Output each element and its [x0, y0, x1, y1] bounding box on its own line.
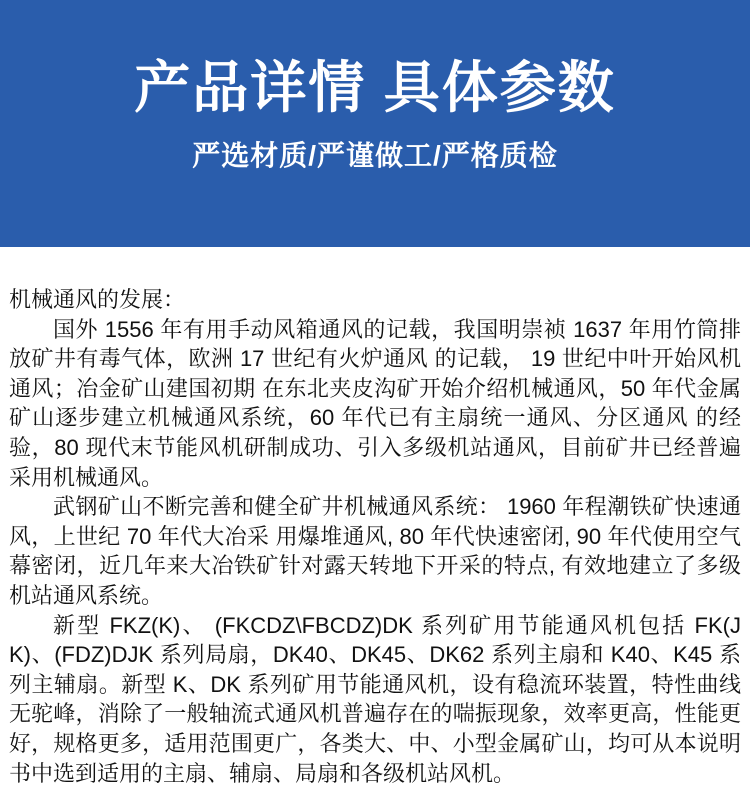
paragraph-fan-series: 新型 FKZ(K)、 (FKCDZ\FBCDZ)DK 系列矿用节能通风机包括 FK(JK)、(FDZ)DJK 系列局扇，DK40、DK45、DK62 系列主扇和 K40、K45 系列主辅扇。新型 K、DK 系列矿用节能通风机，设有稳流环装置，特性曲线无驼峰，消除了一般轴流式通风机普遍存在的喘振现象，效率更高，性能更好，规格更多，适用范围更广，各类大、中、小型金属矿山，均可从本说明书中选到适用的主扇、辅扇、局扇和各级机站风机。 [9, 612, 741, 786]
paragraph-history: 国外 1556 年有用手动风箱通风的记载，我国明崇祯 1637 年用竹筒排放矿井有毒气体，欧洲 17 世纪有火炉通风 的记载， 19 世纪中叶开始风机通风；冶金矿山建国初期 在东北夹皮沟矿开始介绍机械通风，50 年代金属矿山逐步建立机械通风系统，60 年代已有主扇统一通风、分区通风 的经验，80 现代末节能风机研制成功、引入多级机站通风，目前矿井已经普遍采用机械通风。 [9, 316, 741, 490]
paragraph-wugang: 武钢矿山不断完善和健全矿井机械通风系统： 1960 年程潮铁矿快速通风，上世纪 70 年代大冶采 用爆堆通风, 80 年代快速密闭, 90 年代使用空气幕密闭，近几年来大冶铁矿针对露天转地下开采的特点, 有效地建立了多级机站通风系统。 [9, 494, 741, 608]
banner-title: 产品详情 具体参数 [134, 56, 616, 119]
section-heading: 机械通风的发展： [9, 287, 186, 312]
description-section [0, 247, 750, 788]
banner-subtitle: 严选材质/严谨做工/严格质检 [192, 140, 558, 172]
header-banner [0, 0, 750, 247]
